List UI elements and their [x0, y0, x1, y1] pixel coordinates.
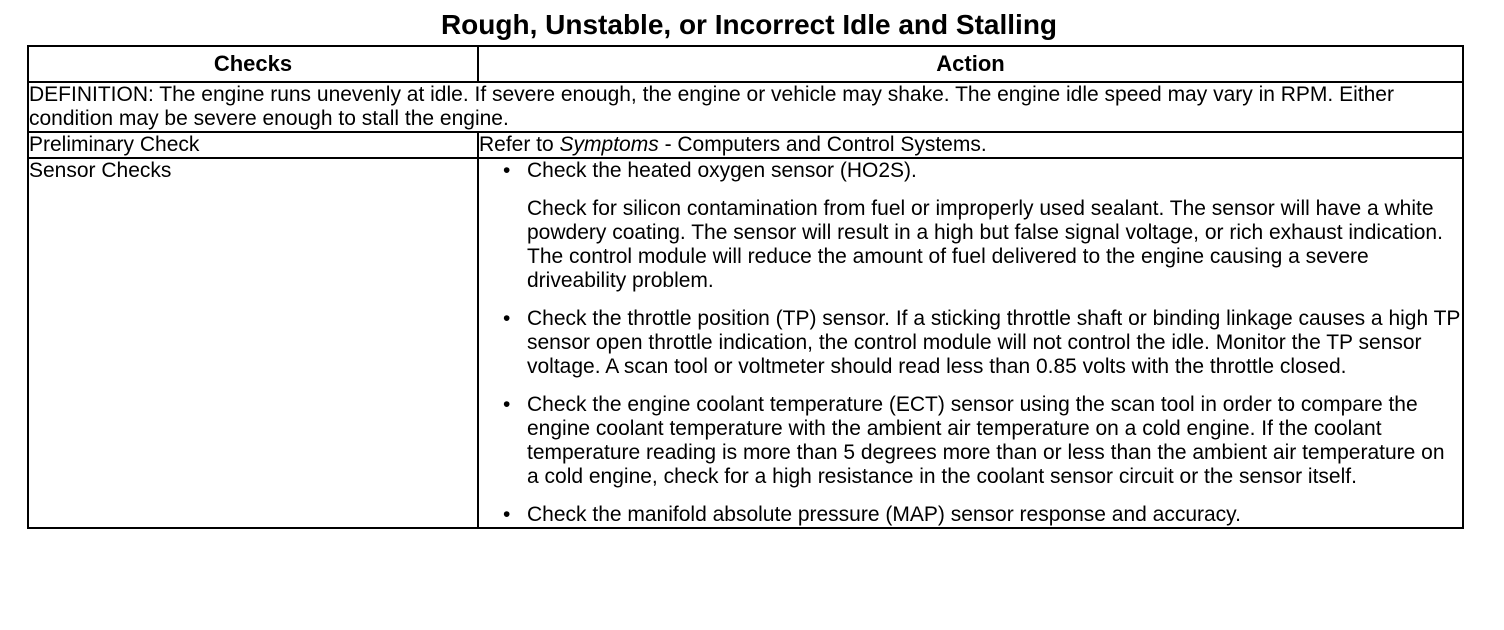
bullet-note: Check for silicon contamination from fuel or improperly used sealant. The sensor will have a white powdery coating. The sensor will result in a high but false signal voltage, or rich exhaust indication. The control module will reduce the amount of fuel delivered to the engine causing a severe driveability problem. — [527, 197, 1443, 292]
action-header: Action — [478, 46, 1463, 82]
bullet-icon: • — [503, 393, 511, 416]
action-text: Refer to — [479, 133, 560, 156]
header-row — [28, 46, 1463, 82]
symptoms-reference: Symptoms — [559, 133, 659, 156]
bullet-text: Check the heated oxygen sensor (HO2S). — [527, 159, 917, 182]
check-label-preliminary: Preliminary Check — [28, 132, 478, 158]
table-row — [28, 132, 1463, 158]
definition-row — [28, 82, 1463, 132]
list-item — [479, 503, 1462, 527]
bullet-icon: • — [503, 159, 511, 182]
definition-text: DEFINITION: The engine runs unevenly at idle. If severe enough, the engine or vehicle may shake. The engine idle speed may vary in RPM. Either condition may be severe enough to stall the engine. — [28, 82, 1463, 132]
action-preliminary — [478, 132, 1463, 158]
list-item — [479, 393, 1462, 489]
bullet-icon: • — [503, 503, 511, 526]
bullet-text: Check the engine coolant temperature (ECT) sensor using the scan tool in order to compare the engine coolant temperature with the ambient air temperature on a cold engine. If the coolant temperature reading is more than 5 degrees more than or less than the ambient air temperature on a cold engine, check for a high resistance in the coolant sensor circuit or the sensor itself. — [527, 393, 1445, 488]
symptom-table — [27, 45, 1464, 529]
bullet-text: Check the throttle position (TP) sensor. If a sticking throttle shaft or binding linkage causes a high TP sensor open throttle indication, the control module will not control the idle. Monitor the TP sensor voltage. A scan tool or voltmeter should read less than 0.85 volts with the throttle closed. — [527, 307, 1461, 378]
table-row — [28, 158, 1463, 528]
check-label-sensor: Sensor Checks — [28, 158, 478, 528]
bullet-text: Check the manifold absolute pressure (MAP) sensor response and accuracy. — [527, 503, 1241, 526]
page-title: Rough, Unstable, or Incorrect Idle and Stalling — [440, 9, 1058, 40]
list-item — [479, 307, 1462, 379]
action-text: - Computers and Control Systems. — [658, 133, 987, 156]
sensor-check-list — [479, 159, 1462, 527]
bullet-icon: • — [503, 307, 511, 330]
list-item — [479, 159, 1462, 293]
checks-header: Checks — [28, 46, 478, 82]
action-sensor-checks — [478, 158, 1463, 528]
